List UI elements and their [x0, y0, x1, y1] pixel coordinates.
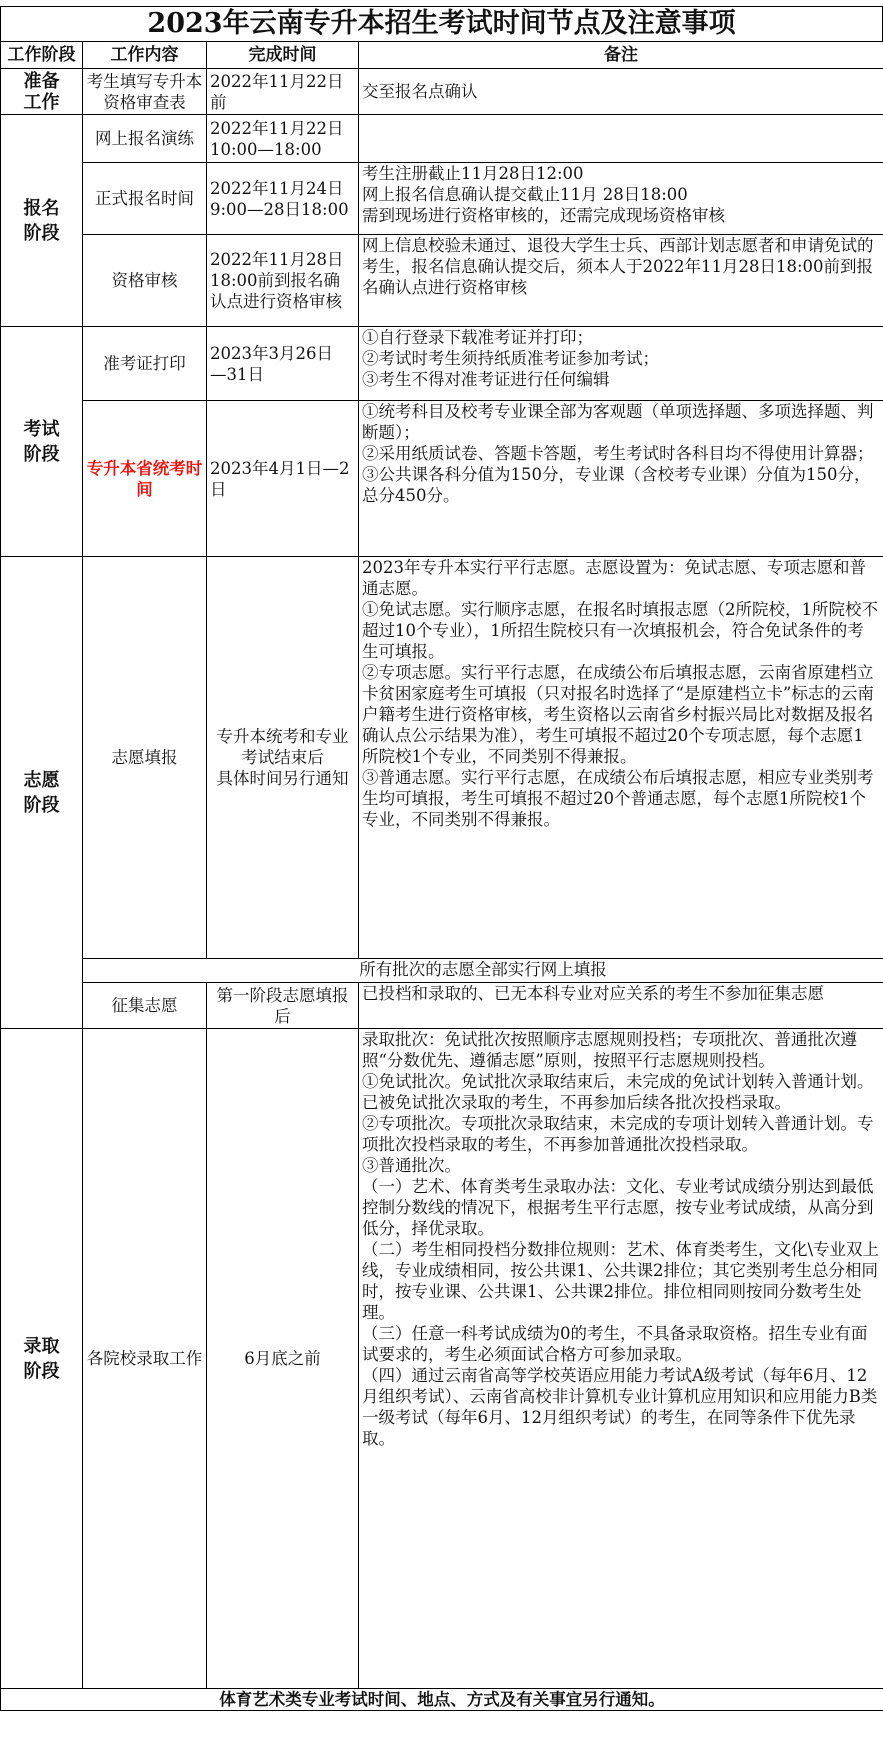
stage-choice: 志愿阶段 [1, 557, 83, 1029]
note-line: 考生注册截止11月28日12:00 [362, 164, 584, 183]
time-cell [207, 327, 359, 401]
content-cell: 准考证打印 [83, 327, 207, 401]
time-line: 2022年11月28日 [210, 250, 344, 269]
table-row [1, 401, 883, 557]
note-line: ①免试志愿。实行顺序志愿，在报名时填报志愿（2所院校，1所院校不超过10个专业），1所招生院校只有一次填报机会，符合免试条件的考生可填报。 [362, 600, 878, 661]
stage-prep: 准备工作 [1, 69, 83, 115]
note-line: （四）通过云南省高等学校英语应用能力考试A级考试（每年6月、12月组织考试）、云南省高校非计算机专业计算机应用知识和应用能力B类一级考试（每年6月、12月组织考试）的考生，在同等条件下优先录取。 [362, 1366, 878, 1448]
notes-cell [359, 557, 883, 959]
time-line: 9:00—28日18:00 [210, 199, 349, 219]
notes-cell [359, 235, 883, 327]
time-line: 认点进行资格审核 [210, 292, 342, 311]
note-line: 录取批次：免试批次按照顺序志愿规则投档；专项批次、普通批次遵照“分数优先、遵循志愿”原则，按照平行志愿规则投档。 [362, 1030, 857, 1070]
table-row [1, 69, 883, 115]
note-line: （一）艺术、体育类考生录取办法：文化、专业考试成绩分别达到最低控制分数线的情况下，根据考生平行志愿，按专业考试成绩，从高分到低分，择优录取。 [362, 1177, 874, 1238]
table-row [1, 163, 883, 235]
stage-admit: 录取阶段 [1, 1029, 83, 1689]
content-cell: 各院校录取工作 [83, 1029, 207, 1689]
time-cell [207, 235, 359, 327]
note-line: ①免试批次。免试批次录取结束后，未完成的免试计划转入普通计划。已被免试批次录取的考生，不再参加后续各批次投档录取。 [362, 1072, 874, 1112]
notes-cell [359, 1029, 883, 1689]
note-line: ②采用纸质试卷、答题卡答题，考生考试时各科目均不得使用计算器； [362, 444, 874, 463]
header-stage: 工作阶段 [1, 42, 83, 69]
header-notes: 备注 [359, 42, 883, 69]
content-cell: 网上报名演练 [83, 115, 207, 163]
notes-cell [359, 401, 883, 557]
note-line: ③普通志愿。实行平行志愿，在成绩公布后填报志愿，相应专业类别考生均可填报，考生可填报不超过20个普通志愿，每个志愿1所院校1个专业，不同类别不得兼报。 [362, 768, 874, 829]
stage-signup: 报名阶段 [1, 115, 83, 327]
time-line: 2023年3月26日 [210, 343, 333, 363]
note-line: 已投档和录取的、已无本科专业对应关系的考生不参加征集志愿 [362, 984, 824, 1003]
header-content: 工作内容 [83, 42, 207, 69]
time-line: 考试结束后 [241, 748, 324, 767]
time-line: 日 [210, 479, 227, 499]
notes-cell [359, 115, 883, 163]
note-line: （二）考生相同投档分数排位规则：艺术、体育类考生，文化\专业双上线，专业成绩相同，按公共课1、公共课2排位；其它类别考生总分相同时，按专业课、公共课1、公共课2排位。排位相同则按同分数考生处理。 [362, 1240, 880, 1322]
time-line: 18:00前到报名确 [210, 271, 341, 290]
table-footer-row [1, 1689, 883, 1711]
schedule-table [0, 41, 883, 1711]
choice-online-note: 所有批次的志愿全部实行网上填报 [83, 959, 883, 983]
time-cell: 2022年11月22日前 [207, 69, 359, 115]
time-line: 10:00—18:00 [210, 139, 322, 159]
table-row [1, 235, 883, 327]
time-cell [207, 401, 359, 557]
note-line: 2023年专升本实行平行志愿。志愿设置为：免试志愿、专项志愿和普通志愿。 [362, 558, 866, 598]
content-cell: 征集志愿 [83, 983, 207, 1029]
note-line: ②考试时考生须持纸质准考证参加考试； [362, 349, 659, 368]
time-line: 具体时间另行通知 [216, 769, 349, 788]
content-cell: 考生填写专升本资格审查表 [83, 69, 207, 115]
page-title: 2023年云南专升本招生考试时间节点及注意事项 [0, 6, 883, 41]
table-row [1, 557, 883, 959]
note-line: 网上信息校验未通过、退役大学生士兵、西部计划志愿者和申请免试的考生，报名信息确认提交后，须本人于2022年11月28日18:00前到报名确认点进行资格审核 [362, 236, 874, 297]
note-line: ①自行登录下载准考证并打印； [362, 328, 593, 347]
table-row [1, 959, 883, 983]
note-line: ③普通批次。 [362, 1156, 461, 1175]
time-cell: 第一阶段志愿填报后 [207, 983, 359, 1029]
time-line: 专升本统考和专业 [216, 727, 349, 746]
time-line: 2023年4月1日—2 [210, 458, 350, 478]
time-line: 2022年11月22日 [210, 118, 344, 138]
notes-cell [359, 327, 883, 401]
note-line: 交至报名点确认 [362, 82, 478, 101]
table-row [1, 983, 883, 1029]
note-line: ③公共课各科分值为150分，专业课（含校考专业课）分值为150分，总分450分。 [362, 465, 871, 505]
note-line: ②专项志愿。实行平行志愿，在成绩公布后填报志愿，云南省原建档立卡贫困家庭考生可填报（只对报名时选择了“是原建档立卡”标志的云南户籍考生进行资格审核，考生资格以云南省乡村振兴局比对数据及报名确认点公示结果为准），考生可填报不超过20个专项志愿，每个志愿1所院校1个专业，不同类别不得兼报。 [362, 663, 874, 766]
notes-cell [359, 983, 883, 1029]
time-cell [207, 557, 359, 959]
content-cell: 志愿填报 [83, 557, 207, 959]
note-line: 需到现场进行资格审核的，还需完成现场资格审核 [362, 206, 725, 225]
time-cell: 6月底之前 [207, 1029, 359, 1689]
time-cell [207, 115, 359, 163]
footer-note: 体育艺术类专业考试时间、地点、方式及有关事宜另行通知。 [1, 1689, 883, 1711]
table-row [1, 327, 883, 401]
stage-exam: 考试阶段 [1, 327, 83, 557]
header-time: 完成时间 [207, 42, 359, 69]
table-row [1, 115, 883, 163]
note-line: 网上报名信息确认提交截止11月 28日18:00 [362, 185, 688, 204]
content-cell: 资格审核 [83, 235, 207, 327]
notes-cell [359, 69, 883, 115]
table-header-row [1, 42, 883, 69]
content-cell-highlight: 专升本省统考时间 [83, 401, 207, 557]
note-line: ②专项批次。专项批次录取结束，未完成的专项计划转入普通计划。专项批次投档录取的考生，不再参加普通批次投档录取。 [362, 1114, 874, 1154]
note-line: ①统考科目及校考专业课全部为客观题（单项选择题、多项选择题、判断题）； [362, 402, 874, 442]
time-line: 2022年11月24日 [210, 178, 344, 198]
notes-cell [359, 163, 883, 235]
note-line: ③考生不得对准考证进行任何编辑 [362, 370, 610, 389]
note-line: （三）任意一科考试成绩为0的考生，不具备录取资格。招生专业有面试要求的，考生必须面试合格方可参加录取。 [362, 1324, 868, 1364]
content-cell: 正式报名时间 [83, 163, 207, 235]
time-line: —31日 [210, 364, 264, 384]
table-row [1, 1029, 883, 1689]
time-cell [207, 163, 359, 235]
